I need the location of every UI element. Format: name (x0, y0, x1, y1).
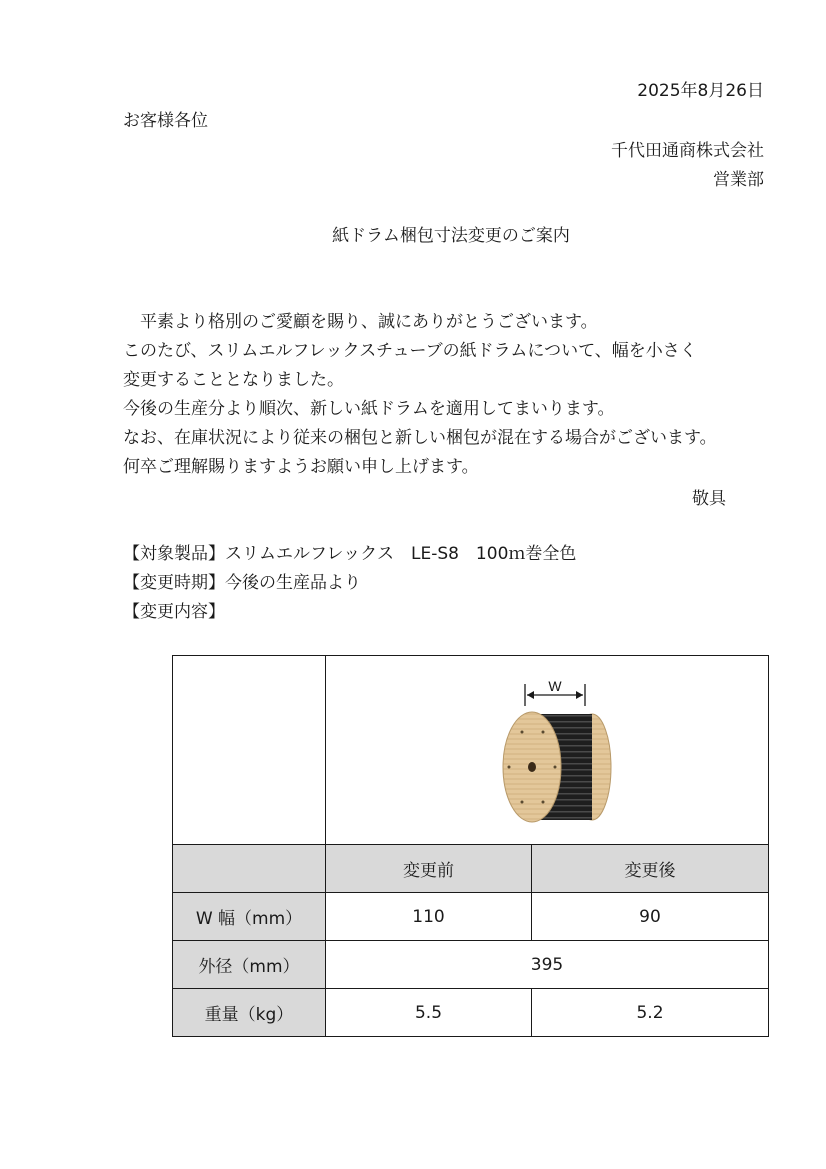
closing: 敬具 (692, 489, 726, 509)
body-line: 今後の生産分より順次、新しい紙ドラムを適用してまいります。 (123, 399, 615, 419)
rivet (521, 801, 524, 804)
rivet (521, 731, 524, 734)
header-before: 変更前 (326, 845, 532, 893)
rivet (554, 766, 557, 769)
body-line: 変更することとなりました。 (123, 370, 344, 390)
drum-diagram-cell (326, 656, 769, 845)
arrow-head-left (527, 691, 534, 699)
paper-drum-image (477, 670, 617, 830)
change-timing: 【変更時期】今後の生産品より (123, 573, 361, 593)
weight-before: 5.5 (326, 989, 532, 1037)
rivet (542, 731, 545, 734)
document-date: 2025年8月26日 (637, 81, 764, 101)
diameter-value: 395 (326, 941, 769, 989)
body-text (123, 308, 717, 482)
document-title: 紙ドラム梱包寸法変更のご案内 (332, 226, 570, 246)
row-label-width: W 幅（mm） (173, 893, 326, 941)
width-before: 110 (326, 893, 532, 941)
width-after: 90 (532, 893, 769, 941)
body-line: 何卒ご理解賜りますようお願い申し上げます。 (123, 457, 479, 477)
blank-cell (173, 656, 326, 845)
body-line: このたび、スリムエルフレックスチューブの紙ドラムについて、幅を小さく (123, 341, 697, 361)
body-line: なお、在庫状況により従来の梱包と新しい梱包が混在する場合がございます。 (123, 428, 717, 448)
sender-department: 営業部 (713, 170, 764, 190)
row-label-diameter: 外径（mm） (173, 941, 326, 989)
w-label: W (548, 678, 562, 694)
change-content-heading: 【変更内容】 (123, 602, 225, 622)
spec-table (172, 655, 769, 1037)
weight-after: 5.2 (532, 989, 769, 1037)
header-blank-cell (173, 845, 326, 893)
drum-hole (528, 762, 536, 772)
sender-company: 千代田通商株式会社 (611, 141, 764, 161)
rivet (542, 801, 545, 804)
rivet (508, 766, 511, 769)
header-after: 変更後 (532, 845, 769, 893)
info-block (123, 540, 576, 627)
recipient: お客様各位 (123, 111, 208, 131)
arrow-head-right (576, 691, 583, 699)
target-product: 【対象製品】スリムエルフレックス LE-S8 100ｍ巻全色 (123, 544, 577, 564)
row-label-weight: 重量（kg） (173, 989, 326, 1037)
body-line: 平素より格別のご愛顧を賜り、誠にありがとうございます。 (123, 312, 598, 332)
